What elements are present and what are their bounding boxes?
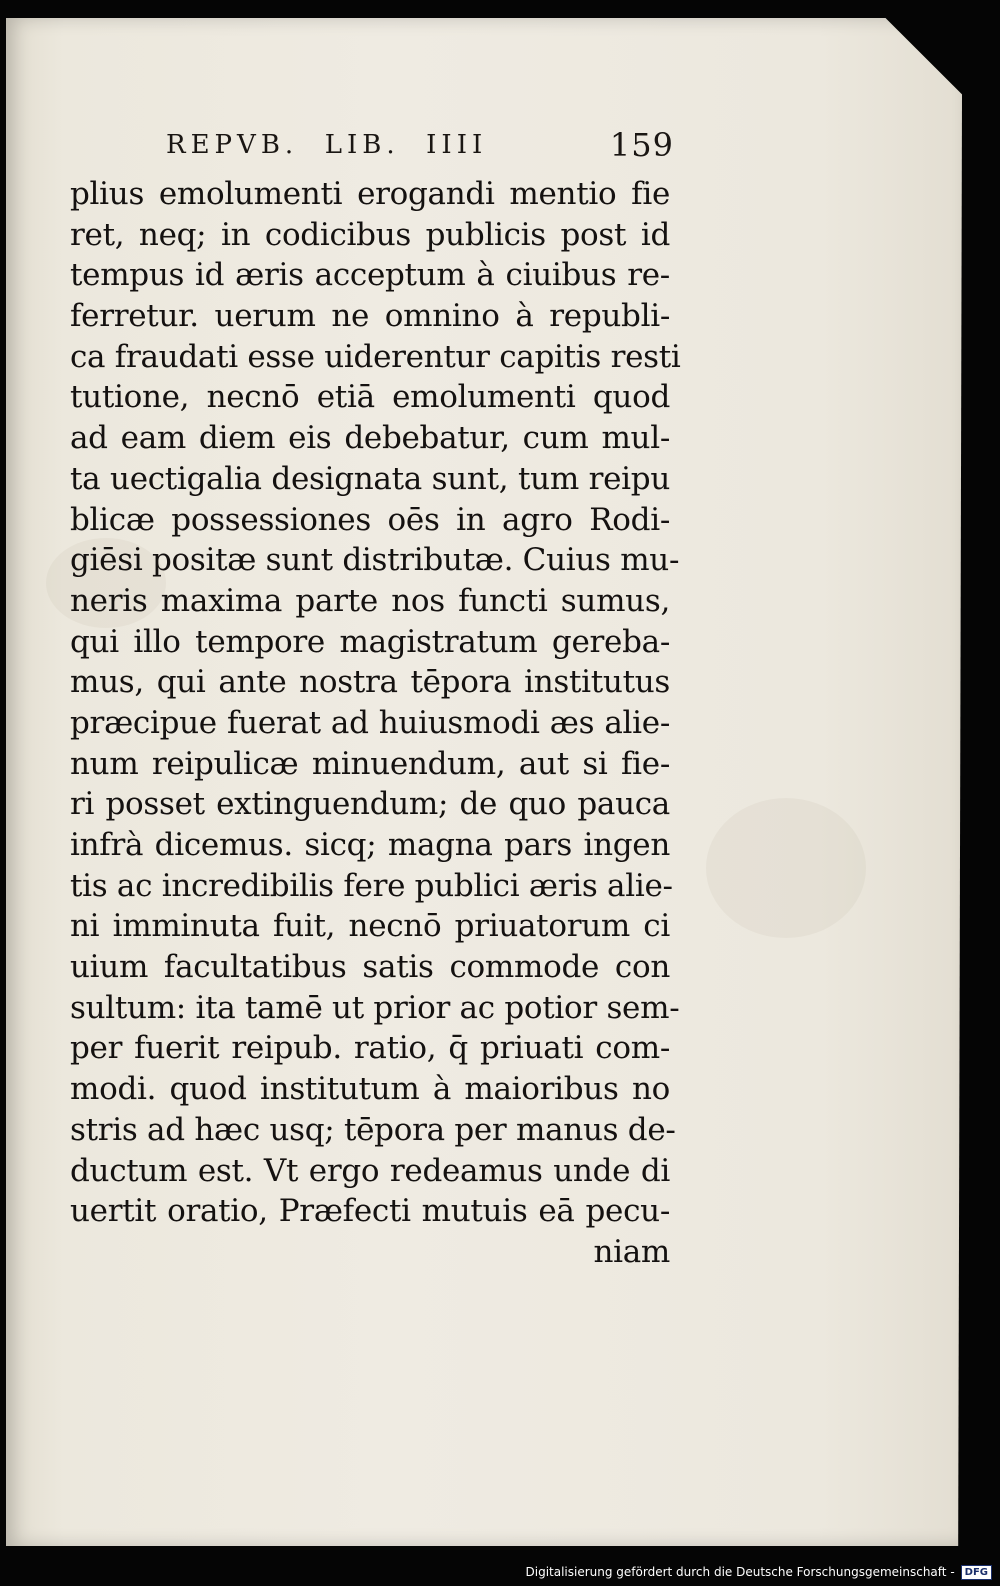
catchword: niam xyxy=(593,1233,670,1270)
text-line: ta uectigalia designata sunt, tum reipu xyxy=(70,460,670,497)
page-number: 159 xyxy=(609,126,674,164)
text-line: modi. quod institutum à maioribus no xyxy=(70,1071,670,1108)
running-head xyxy=(166,126,686,172)
text-line: uium facultatibus satis commode con xyxy=(70,949,670,986)
text-line: ri posset extinguendum; de quo pauca xyxy=(70,786,670,823)
text-line: ferretur. uerum ne omnino à republi- xyxy=(70,298,670,335)
text-line: ret, neq; in codicibus publicis post id xyxy=(70,216,670,253)
text-line: giēsi positæ sunt distributæ. Cuius mu- xyxy=(70,542,680,579)
text-line: stris ad hæc usq; tēpora per manus de- xyxy=(70,1111,676,1148)
running-head-title: REPVB. LIB. IIII xyxy=(166,130,488,160)
footer-text: Digitalisierung gefördert durch die Deutsche Forschungsgemeinschaft - xyxy=(525,1565,955,1579)
text-line: tutione, necnō etiā emolumenti quod xyxy=(70,379,670,416)
text-line: præcipue fuerat ad huiusmodi æs alie- xyxy=(70,704,670,741)
text-line: ca fraudati esse uiderentur capitis resti xyxy=(70,338,681,375)
text-line: tempus id æris acceptum à ciuibus re- xyxy=(70,257,670,294)
text-line: ad eam diem eis debebatur, cum mul- xyxy=(70,420,670,457)
text-line: tis ac incredibilis fere publici æris alie- xyxy=(70,867,673,904)
text-line: neris maxima parte nos functi sumus, xyxy=(70,582,670,619)
text-line: uertit oratio, Præfecti mutuis eā pecu- xyxy=(70,1193,670,1230)
body-text xyxy=(70,174,681,1273)
text-line: mus, qui ante nostra tēpora institutus xyxy=(70,664,670,701)
digitization-footer xyxy=(526,1562,993,1582)
text-line: ni imminuta fuit, necnō priuatorum ci xyxy=(70,908,670,945)
paper-stain xyxy=(706,798,866,938)
text-line: infrà dicemus. sicq; magna pars ingen xyxy=(70,827,670,863)
text-line: ductum est. Vt ergo redeamus unde di xyxy=(70,1152,670,1189)
text-line: blicæ possessiones oēs in agro Rodi- xyxy=(70,501,670,538)
text-line: qui illo tempore magistratum gereba- xyxy=(70,623,670,660)
dfg-logo: DFG xyxy=(961,1565,992,1580)
text-line: sultum: ita tamē ut prior ac potior sem- xyxy=(70,989,680,1026)
text-line: num reipulicæ minuendum, aut si fie- xyxy=(70,745,670,782)
text-line: per fuerit reipub. ratio, q̄ priuati com- xyxy=(70,1030,670,1067)
text-line: plius emolumenti erogandi mentio fie xyxy=(70,176,670,212)
